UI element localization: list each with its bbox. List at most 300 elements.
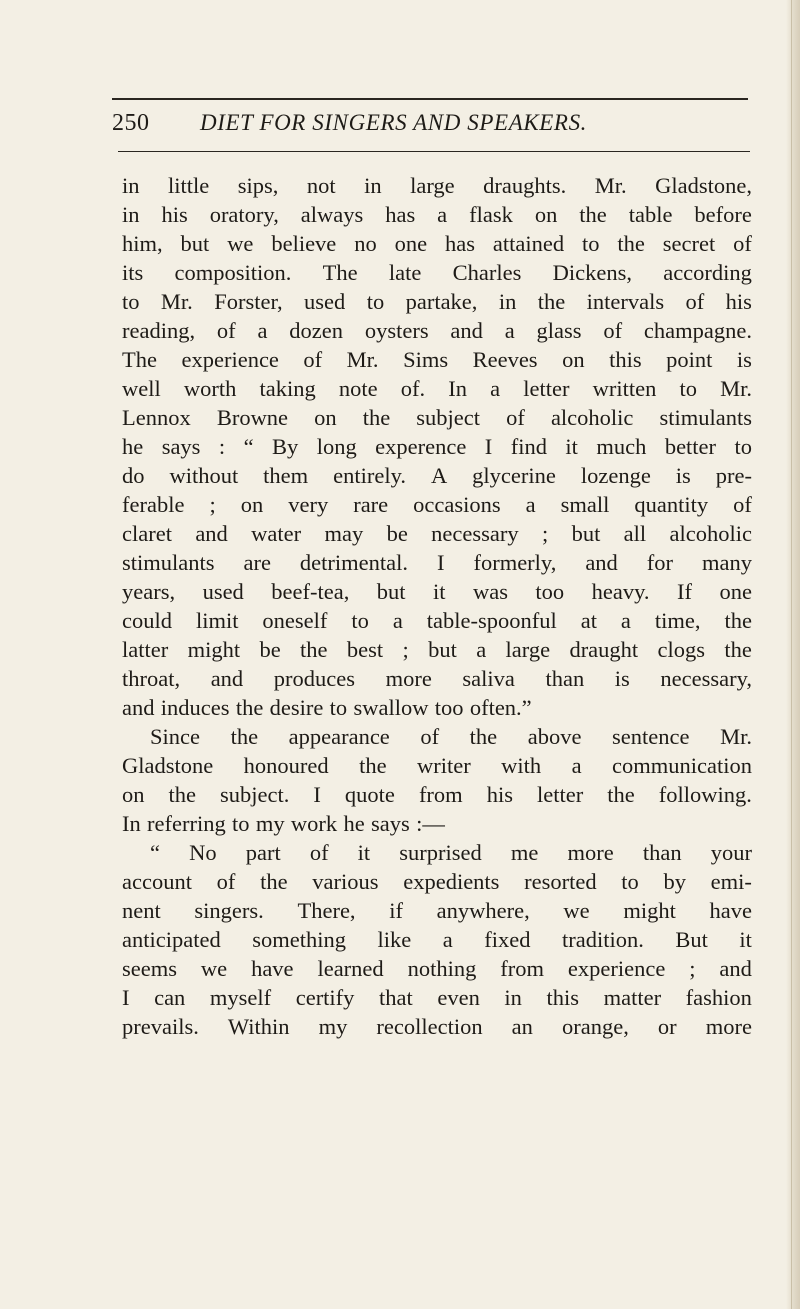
text-line — [122, 809, 752, 838]
word: lozenge — [580, 463, 651, 488]
word: throat, — [122, 666, 181, 691]
text-line — [122, 925, 752, 954]
word: to — [679, 376, 697, 401]
word: with — [501, 753, 542, 778]
word: table-spoonful — [426, 608, 557, 633]
word: subject. — [220, 782, 290, 807]
word: from — [418, 782, 463, 807]
word: in — [122, 202, 140, 227]
word: to — [366, 289, 385, 314]
word: we — [200, 956, 228, 981]
word: find — [510, 434, 547, 459]
word: saliva — [462, 666, 515, 691]
word: an — [511, 1014, 533, 1039]
page-edge — [786, 0, 800, 1309]
word: all — [623, 521, 647, 546]
word: on — [534, 202, 558, 227]
word: it — [739, 927, 752, 952]
word: resorted — [524, 869, 597, 894]
word: part — [245, 840, 281, 865]
word: has — [444, 231, 475, 256]
word: more — [385, 666, 432, 691]
word: used — [202, 579, 244, 604]
word: on — [240, 492, 264, 517]
word: sips, — [237, 173, 279, 198]
word: Reeves — [472, 347, 538, 372]
word: of — [420, 724, 440, 749]
word: work — [290, 811, 338, 836]
word: oysters — [364, 318, 429, 343]
word: he — [122, 434, 144, 459]
word: the — [537, 289, 566, 314]
word: table — [628, 202, 673, 227]
text-line — [122, 722, 752, 751]
word: the — [617, 231, 645, 256]
word: Mr. — [594, 173, 627, 198]
word: years, — [122, 579, 176, 604]
word: we — [227, 231, 254, 256]
word: is — [675, 463, 691, 488]
text-line — [122, 983, 752, 1012]
word: much — [596, 434, 647, 459]
word: “ — [150, 840, 160, 865]
word: have — [709, 898, 752, 923]
text-line — [122, 229, 752, 258]
word: in — [364, 173, 382, 198]
word: in — [498, 289, 517, 314]
word: his — [486, 782, 513, 807]
word: Charles — [452, 260, 522, 285]
word: In — [122, 811, 141, 836]
word: dozen — [289, 318, 344, 343]
word: but — [376, 579, 406, 604]
word: Mr. — [720, 724, 752, 749]
text-line — [122, 287, 752, 316]
word: A — [430, 463, 448, 488]
word: note — [338, 376, 378, 401]
word: I — [122, 985, 130, 1010]
word: produces — [273, 666, 355, 691]
word: we — [563, 898, 590, 923]
word: rare — [353, 492, 389, 517]
header-rule-bottom — [118, 151, 750, 152]
word: I — [436, 550, 445, 575]
word: experence — [375, 434, 467, 459]
word: my — [318, 1014, 348, 1039]
word: has — [385, 202, 416, 227]
word: them — [263, 463, 309, 488]
word: written — [592, 376, 657, 401]
text-line — [122, 1012, 752, 1041]
text-line — [122, 635, 752, 664]
word: Within — [227, 1014, 290, 1039]
word: better — [664, 434, 717, 459]
word: to — [581, 231, 600, 256]
word: and — [719, 956, 752, 981]
word: heavy. — [591, 579, 650, 604]
word: him, — [122, 231, 163, 256]
word: limit — [195, 608, 239, 633]
word: to — [329, 695, 348, 720]
word: without — [169, 463, 239, 488]
word: reading, — [122, 318, 196, 343]
text-line — [122, 461, 752, 490]
word: sentence — [612, 724, 690, 749]
word: I — [484, 434, 493, 459]
word: Mr. — [346, 347, 379, 372]
word: anywhere, — [436, 898, 530, 923]
word: one — [719, 579, 752, 604]
word: little — [168, 173, 210, 198]
word: taking — [259, 376, 316, 401]
word: may — [324, 521, 364, 546]
word: it — [565, 434, 578, 459]
word: following. — [658, 782, 752, 807]
text-line — [122, 780, 752, 809]
body-text — [122, 171, 752, 1041]
word: nothing — [407, 956, 477, 981]
word: or — [657, 1014, 677, 1039]
text-line — [122, 867, 752, 896]
word: often.” — [469, 695, 532, 720]
word: the — [235, 695, 264, 720]
word: myself — [209, 985, 272, 1010]
word: referring — [147, 811, 226, 836]
word: Dickens, — [552, 260, 632, 285]
word: of — [685, 289, 705, 314]
word: glycerine — [472, 463, 556, 488]
word: of. — [400, 376, 426, 401]
word: clogs — [657, 637, 706, 662]
word: the — [579, 202, 607, 227]
word: letter — [523, 376, 570, 401]
word: necessary, — [660, 666, 752, 691]
word: intervals — [586, 289, 665, 314]
word: expedients — [403, 869, 500, 894]
word: stimulants — [659, 405, 752, 430]
word: a — [571, 753, 582, 778]
word: emi- — [710, 869, 752, 894]
word: like — [377, 927, 412, 952]
word: it — [357, 840, 371, 865]
word: no — [354, 231, 377, 256]
word: surprised — [399, 840, 482, 865]
word: of — [733, 231, 752, 256]
word: stimulants — [122, 550, 215, 575]
word: honoured — [243, 753, 329, 778]
word: composition. — [174, 260, 292, 285]
word: in — [122, 173, 140, 198]
word: to — [351, 608, 369, 633]
word: entirely. — [333, 463, 407, 488]
word: singers. — [194, 898, 264, 923]
word: of — [303, 347, 323, 372]
word: than — [642, 840, 682, 865]
word: large — [410, 173, 455, 198]
word: than — [545, 666, 585, 691]
word: its — [122, 260, 144, 285]
word: even — [437, 985, 480, 1010]
word: nent — [122, 898, 161, 923]
word: the — [724, 608, 752, 633]
word: this — [546, 985, 580, 1010]
word: might — [187, 637, 241, 662]
word: Mr. — [720, 376, 752, 401]
word: a — [442, 927, 453, 952]
word: above — [527, 724, 582, 749]
word: Lennox — [122, 405, 191, 430]
text-line — [122, 693, 752, 722]
word: something — [252, 927, 346, 952]
word: ; — [541, 521, 549, 546]
word: But — [675, 927, 708, 952]
word: ; — [402, 637, 409, 662]
word: subject — [416, 405, 481, 430]
word: anticipated — [122, 927, 221, 952]
text-line — [122, 838, 752, 867]
word: more — [705, 1014, 752, 1039]
word: champagne. — [643, 318, 752, 343]
word: point — [666, 347, 713, 372]
word: the — [230, 724, 259, 749]
word: too — [434, 695, 464, 720]
word: for — [646, 550, 674, 575]
word: a — [525, 492, 536, 517]
word: ferable — [122, 492, 185, 517]
word: No — [189, 840, 217, 865]
word: beef-tea, — [271, 579, 350, 604]
word: used — [304, 289, 346, 314]
word: oratory, — [209, 202, 279, 227]
word: alcoholic — [550, 405, 634, 430]
word: :— — [416, 811, 445, 836]
word: fixed — [484, 927, 531, 952]
word: is — [614, 666, 630, 691]
word: formerly, — [473, 550, 557, 575]
word: : — [218, 434, 226, 459]
word: ; — [689, 956, 696, 981]
word: the — [300, 637, 328, 662]
word: secret — [662, 231, 716, 256]
word: of — [733, 492, 752, 517]
word: experience — [181, 347, 279, 372]
word: I — [313, 782, 321, 807]
word: tradition. — [562, 927, 644, 952]
word: have — [251, 956, 294, 981]
word: to — [621, 869, 639, 894]
word: says — [371, 811, 410, 836]
word: in — [504, 985, 522, 1010]
word: communication — [612, 753, 752, 778]
page-header — [112, 92, 752, 152]
word: certify — [295, 985, 355, 1010]
word: of — [506, 405, 525, 430]
word: The — [122, 347, 157, 372]
word: says — [161, 434, 201, 459]
word: In — [448, 376, 467, 401]
word: Forster, — [214, 289, 283, 314]
word: The — [322, 260, 358, 285]
word: appearance — [288, 724, 390, 749]
header-rule-top — [112, 98, 748, 100]
word: occasions — [413, 492, 501, 517]
word: might — [623, 898, 676, 923]
word: he — [343, 811, 365, 836]
word: attained — [492, 231, 565, 256]
word: a — [490, 376, 501, 401]
word: many — [702, 550, 752, 575]
word: too — [535, 579, 565, 604]
word: his — [161, 202, 188, 227]
word: draughts. — [483, 173, 567, 198]
text-line — [122, 490, 752, 519]
word: quantity — [634, 492, 709, 517]
word: Gladstone, — [655, 173, 752, 198]
word: the — [168, 782, 197, 807]
word: detrimental. — [299, 550, 409, 575]
word: recollection — [376, 1014, 483, 1039]
word: the — [469, 724, 498, 749]
word: partake, — [405, 289, 478, 314]
word: well — [122, 376, 161, 401]
word: this — [609, 347, 642, 372]
word: alcoholic — [669, 521, 752, 546]
text-line — [122, 316, 752, 345]
text-line — [122, 519, 752, 548]
word: seems — [122, 956, 177, 981]
text-line — [122, 200, 752, 229]
word: orange, — [561, 1014, 629, 1039]
word: one — [394, 231, 428, 256]
text-line — [122, 577, 752, 606]
word: a — [392, 608, 403, 633]
text-line — [122, 171, 752, 200]
word: and — [122, 695, 155, 720]
word: it — [433, 579, 446, 604]
word: from — [500, 956, 544, 981]
word: a — [476, 637, 487, 662]
word: time, — [654, 608, 701, 633]
text-line — [122, 954, 752, 983]
word: before — [694, 202, 752, 227]
word: Mr. — [160, 289, 193, 314]
word: that — [379, 985, 413, 1010]
word: experience — [567, 956, 666, 981]
word: is — [736, 347, 752, 372]
word: a — [257, 318, 268, 343]
word: and — [450, 318, 483, 343]
word: quote — [344, 782, 395, 807]
word: water — [251, 521, 302, 546]
page-edge-line — [791, 0, 792, 1309]
word: according — [663, 260, 752, 285]
word: best — [346, 637, 384, 662]
word: the — [607, 782, 635, 807]
word: There, — [297, 898, 356, 923]
word: more — [567, 840, 614, 865]
text-line — [122, 548, 752, 577]
word: letter — [536, 782, 584, 807]
text-line — [122, 258, 752, 287]
word: late — [388, 260, 422, 285]
word: to — [232, 811, 250, 836]
word: claret — [122, 521, 172, 546]
word: are — [243, 550, 271, 575]
word: various — [312, 869, 379, 894]
word: If — [676, 579, 692, 604]
word: to — [122, 289, 140, 314]
word: prevails. — [122, 1014, 199, 1039]
word: induces — [160, 695, 230, 720]
word: a — [504, 318, 515, 343]
word: to — [734, 434, 752, 459]
text-line — [122, 606, 752, 635]
word: and — [195, 521, 228, 546]
text-line — [122, 896, 752, 925]
word: the — [724, 637, 752, 662]
word: if — [389, 898, 403, 923]
word: small — [560, 492, 610, 517]
word: could — [122, 608, 172, 633]
word: a — [437, 202, 448, 227]
word: but — [428, 637, 457, 662]
word: the — [260, 869, 288, 894]
word: Browne — [216, 405, 289, 430]
text-line — [122, 345, 752, 374]
text-line — [122, 664, 752, 693]
word: at — [580, 608, 597, 633]
word: can — [154, 985, 186, 1010]
word: necessary — [431, 521, 519, 546]
word: By — [272, 434, 299, 459]
word: desire — [269, 695, 324, 720]
word: of — [216, 318, 236, 343]
word: ; — [209, 492, 216, 517]
word: draught — [569, 637, 639, 662]
word: flask — [469, 202, 513, 227]
word: his — [725, 289, 752, 314]
word: large — [505, 637, 551, 662]
word: by — [663, 869, 686, 894]
word: and — [585, 550, 618, 575]
text-line — [122, 432, 752, 461]
word: me — [510, 840, 539, 865]
word: my — [255, 811, 285, 836]
text-line — [122, 403, 752, 432]
word: on — [122, 782, 145, 807]
word: on — [562, 347, 585, 372]
word: matter — [603, 985, 662, 1010]
word: of — [216, 869, 236, 894]
word: of — [603, 318, 623, 343]
word: Sims — [403, 347, 449, 372]
word: be — [386, 521, 408, 546]
word: account — [122, 869, 192, 894]
word: always — [300, 202, 364, 227]
word: Since — [150, 724, 200, 749]
word: your — [710, 840, 752, 865]
word: a — [620, 608, 631, 633]
text-line — [122, 374, 752, 403]
word: long — [316, 434, 357, 459]
word: the — [359, 753, 387, 778]
word: but — [571, 521, 601, 546]
word: writer — [416, 753, 471, 778]
word: was — [472, 579, 508, 604]
word: but — [180, 231, 210, 256]
word: and — [210, 666, 244, 691]
word: glass — [536, 318, 582, 343]
